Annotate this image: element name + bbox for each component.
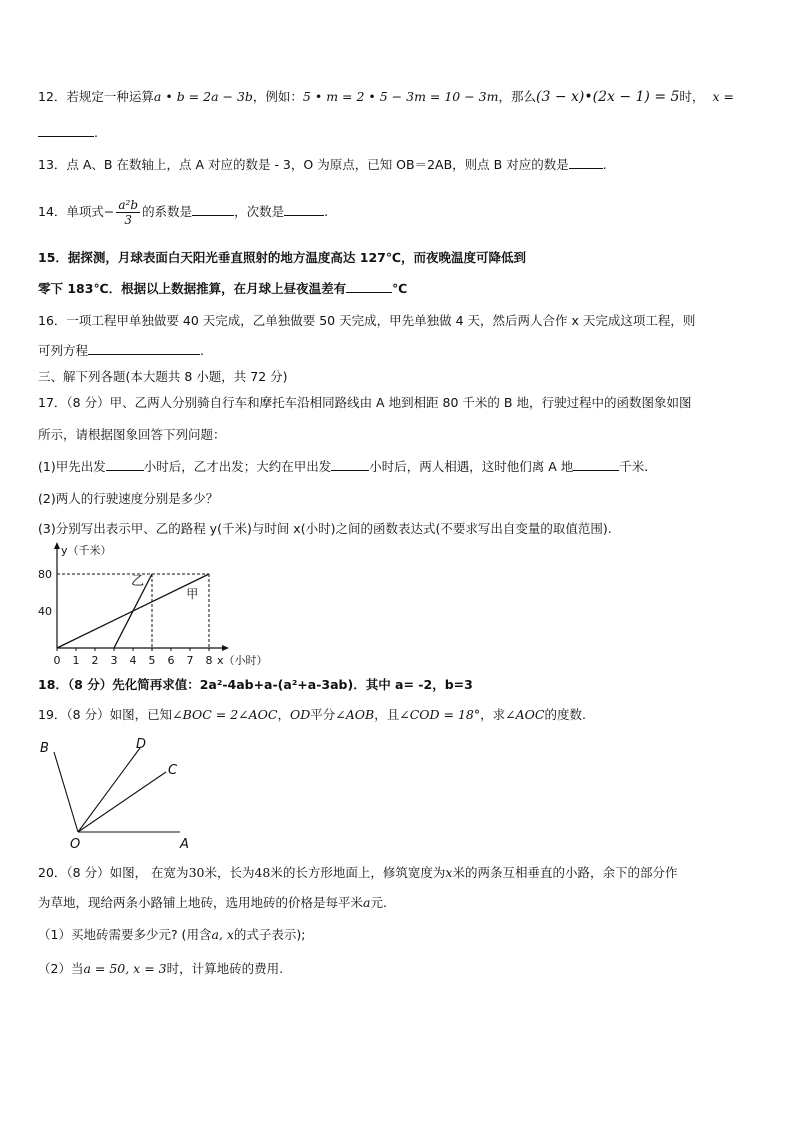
q14-coefficient-blank[interactable] [192, 203, 234, 216]
q20-line2b: 元. [370, 895, 387, 910]
q14-minus: − [103, 204, 115, 219]
question-12 [38, 88, 734, 106]
q16-line2: 可列方程 [38, 343, 89, 358]
q15-line2b: ℃ [392, 281, 408, 296]
ray-od [78, 748, 140, 832]
q16-end: . [200, 343, 204, 358]
y-axis-arrow [54, 542, 60, 549]
q20-p1a: （1）买地砖需要多少元? (用含 [38, 927, 212, 942]
q19-text6: 的度数. [544, 707, 586, 722]
q19-text4: ，且 [374, 707, 400, 722]
q17-blank-2[interactable] [331, 458, 369, 471]
ray-ob [54, 752, 78, 832]
q12-number: 12． [38, 89, 67, 104]
x-axis-arrow [222, 645, 229, 651]
question-20-line2 [38, 894, 387, 912]
series-label-jia: 甲 [186, 587, 199, 602]
q19-text5: ，求 [480, 707, 506, 722]
q20-a: a [363, 895, 371, 910]
q15-answer-blank[interactable] [346, 280, 392, 293]
q12-answer-blank[interactable] [38, 124, 94, 137]
label-a: A [180, 837, 189, 852]
q14-number: 14． [38, 204, 67, 219]
q14-text2: 的系数是 [142, 204, 193, 219]
question-15-line1 [38, 249, 526, 267]
q20-p1b: 的式子表示); [233, 927, 306, 942]
q20-length: 48 [254, 865, 271, 880]
q20-number: 20． [38, 865, 67, 880]
q12-example: 5 • m = 2 • 5 − 3m = 10 − 3m [302, 89, 499, 104]
q20-p2a: （2）当 [38, 961, 84, 976]
q17-blank-3[interactable] [573, 458, 619, 471]
q14-end: . [324, 204, 329, 219]
question-19 [38, 706, 586, 724]
q15-number: 15． [38, 250, 68, 265]
y-tick-label: 40 [38, 605, 52, 618]
x-tick-label: 2 [91, 654, 99, 667]
q17-p1b: 小时后，乙才出发；大约在甲出发 [143, 459, 332, 474]
q13-answer-blank[interactable] [569, 156, 603, 169]
chart-axes [38, 542, 268, 667]
q19-cod: ∠COD = 18° [399, 707, 481, 722]
q16-equation-blank[interactable] [88, 342, 200, 355]
x-tick-label: 6 [167, 654, 175, 667]
x-tick-label: 1 [72, 654, 80, 667]
x-tick-label: 5 [148, 654, 156, 667]
q17-number: 17． [38, 395, 67, 410]
label-o: O [70, 837, 81, 852]
chart-marks [57, 574, 209, 648]
q17-p1a: (1)甲先出发 [38, 459, 106, 474]
question-20-part1 [38, 926, 306, 944]
q20-text1: （8 分）如图， 在宽为 [66, 865, 189, 880]
x-tick-label: 8 [205, 654, 213, 667]
q14-text1: 单项式 [66, 204, 104, 219]
x-axis-label: x（小时） [217, 654, 268, 667]
q19-number: 19． [38, 707, 67, 722]
q12-expression: (3 − x)•(2x − 1) = 5 [536, 89, 680, 105]
q13-end: . [602, 157, 607, 172]
q20-text2: 米，长为 [204, 865, 255, 880]
q13-number: 13． [38, 157, 67, 172]
q12-text4: 时， [679, 89, 705, 104]
q17-p1c: 小时后，两人相遇，这时他们离 A 地 [369, 459, 574, 474]
q17-blank-1[interactable] [106, 458, 144, 471]
label-b: B [40, 741, 49, 756]
question-17-line2: 所示，请根据图象回答下列问题： [38, 427, 226, 442]
question-20-part2 [38, 960, 283, 978]
x-tick-label: 0 [53, 654, 61, 667]
question-18 [38, 676, 473, 694]
label-c: C [168, 763, 178, 778]
q19-condition: ∠BOC = 2∠AOC [172, 707, 278, 722]
q12-definition: a • b = 2a − 3b [153, 89, 253, 104]
question-17-part2: (2)两人的行驶速度分别是多少？ [38, 491, 219, 506]
q15-line2a: 零下 183℃．根据以上数据推算，在月球上昼夜温差有 [38, 281, 347, 296]
question-17-part1 [38, 458, 648, 476]
question-16-line2 [38, 342, 204, 360]
q19-text3: 平分 [310, 707, 336, 722]
q12-text2: ，例如： [252, 89, 303, 104]
q20-x: x [445, 865, 453, 880]
q17-line1: （8 分）甲、乙两人分别骑自行车和摩托车沿相同路线由 A 地到相距 80 千米的 B 地，行驶过程中的函数图象如图 [66, 395, 692, 410]
x-tick-label: 7 [186, 654, 194, 667]
y-axis-label: y（千米） [61, 544, 112, 557]
question-16-line1 [38, 312, 695, 330]
question-14 [38, 196, 328, 228]
label-d: D [136, 737, 147, 752]
question-12-answer-line [38, 124, 98, 142]
q20-text4: 米的两条互相垂直的小路，余下的部分作 [452, 865, 678, 880]
q16-line1: 一项工程甲单独做要 40 天完成，乙单独做要 50 天完成，甲先单独做 4 天，然后两人合作 x 天完成这项工程，则 [66, 313, 696, 328]
series-label-yi: 乙 [131, 574, 145, 590]
q12-text1: 若规定一种运算 [66, 89, 154, 104]
q15-line1: 据探测，月球表面白天阳光垂直照射的地方温度高达 127℃，而夜晚温度可降低到 [67, 250, 526, 265]
distance-time-chart [30, 540, 290, 672]
q14-text3: ，次数是 [234, 204, 285, 219]
q18-text: （8 分）先化简再求值：2a²-4ab+a-(a²+a-3ab)．其中 a= -2，b=3 [67, 677, 473, 692]
q13-text: 点 A、B 在数轴上，点 A 对应的数是 - 3，O 为原点，已知 OB＝2AB，则点 B 对应的数是 [66, 157, 569, 172]
angle-diagram [30, 730, 210, 854]
question-15-line2 [38, 280, 407, 298]
q19-text2: ， [277, 707, 290, 722]
q20-text3: 米的长方形地面上，修筑宽度为 [270, 865, 446, 880]
x-tick-label: 3 [110, 654, 118, 667]
q20-width: 30 [188, 865, 205, 880]
question-20-line1 [38, 864, 677, 882]
q20-p2b: 时，计算地砖的费用. [166, 961, 284, 976]
question-17-line1 [38, 394, 691, 412]
x-tick-label: 4 [129, 654, 137, 667]
q12-end: . [94, 125, 98, 140]
q18-number: 18． [38, 677, 68, 692]
ray-oc [78, 772, 166, 832]
question-17-part3: (3)分别写出表示甲、乙的路程 y(千米)与时间 x(小时)之间的函数表达式(不要求写出自变量的取值范围). [38, 521, 612, 536]
q19-aob: ∠AOB [335, 707, 375, 722]
section-3-title: 三、解下列各题(本大题共 8 小题，共 72 分) [38, 369, 288, 384]
q19-text1: （8 分）如图，已知 [66, 707, 173, 722]
q14-monomial-fraction [116, 198, 140, 227]
q19-od: OD [290, 707, 311, 722]
q16-number: 16． [38, 313, 67, 328]
q12-variable: x = [712, 89, 734, 104]
q14-denominator: 3 [124, 213, 133, 227]
q20-p2-vars: a = 50, x = 3 [83, 961, 167, 976]
q14-numerator: a²b [118, 198, 139, 212]
q20-p1-vars: a, x [211, 927, 234, 942]
q14-degree-blank[interactable] [284, 203, 324, 216]
q12-text3: ，那么 [498, 89, 536, 104]
q20-line2a: 为草地，现给两条小路铺上地砖，选用地砖的价格是每平米 [38, 895, 364, 910]
question-13 [38, 156, 607, 174]
q19-aoc: ∠AOC [505, 707, 545, 722]
y-tick-label: 80 [38, 568, 52, 581]
q17-p1d: 千米. [619, 459, 649, 474]
